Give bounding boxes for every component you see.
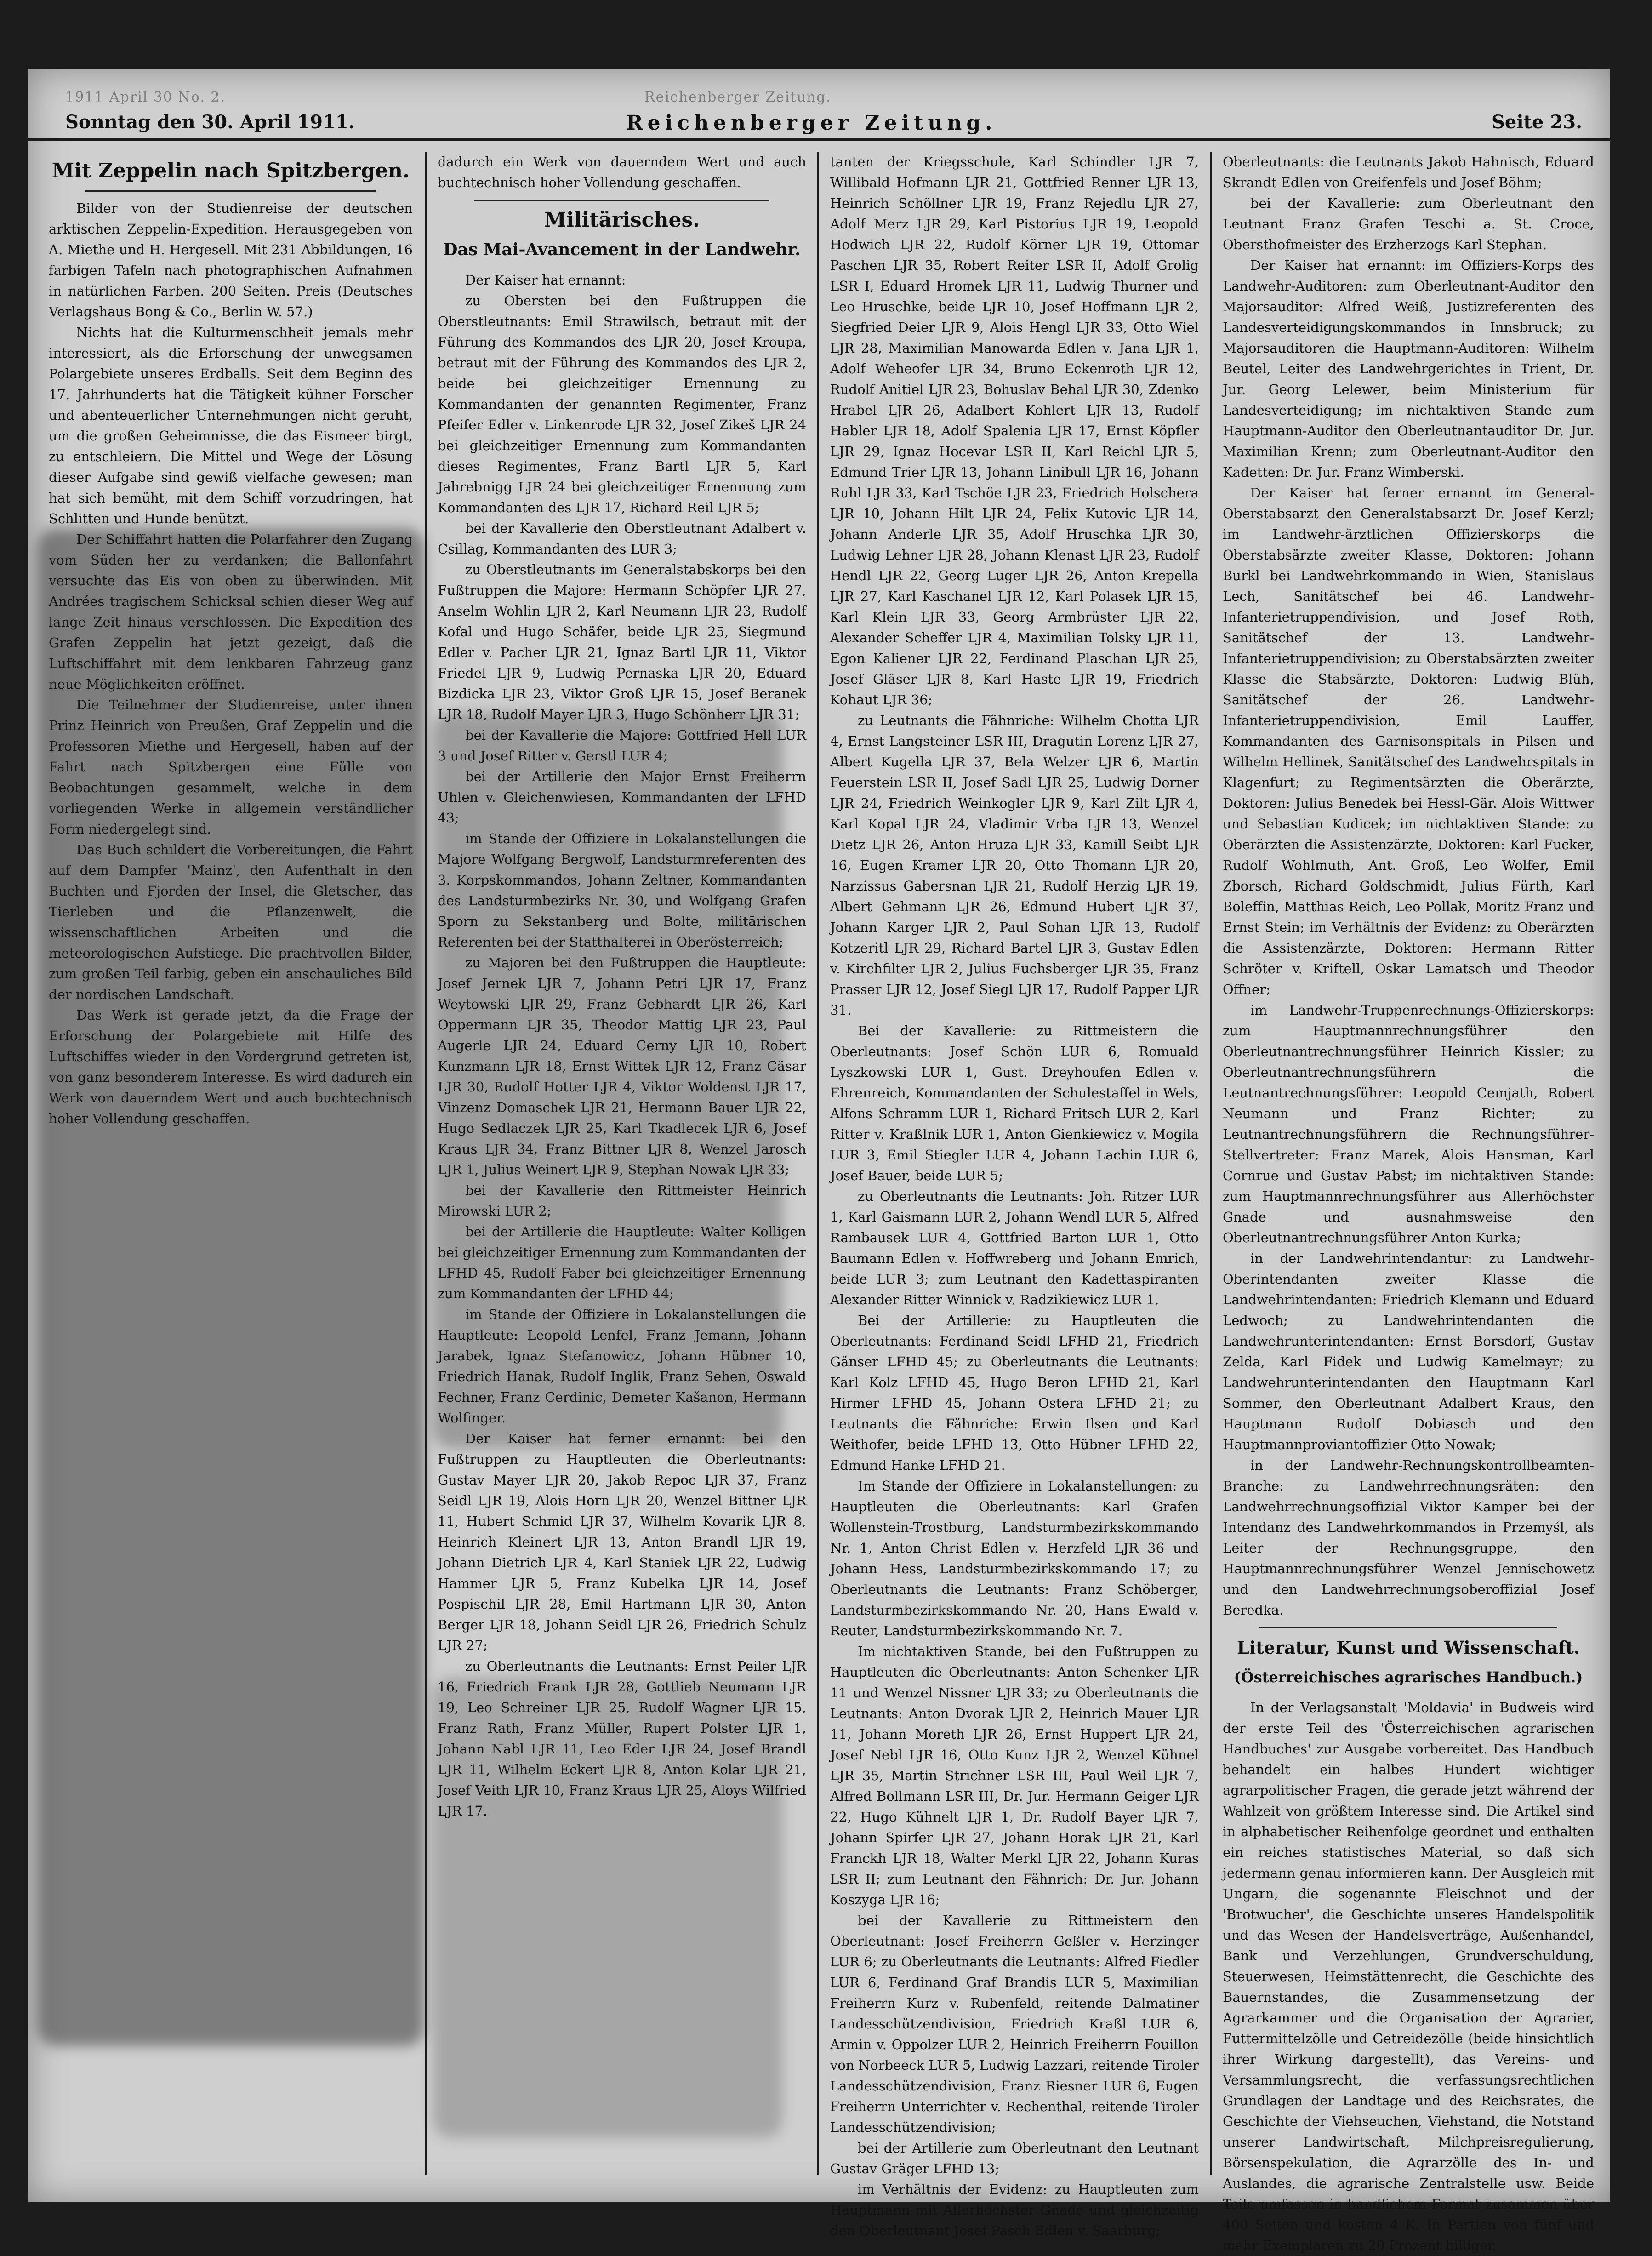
paragraph: tanten der Kriegsschule, Karl Schindler LJR 7, Willibald Hofmann LJR 21, Gottfried Renner LJR 13, Heinrich Schöllner LJR 19, Franz Rejedlu LJR 27, Adolf Merz LJR 29, Karl Pistorius LJR 19, Leopold Hodwich LJR 22, Rudolf Körner LJR 19, Ottomar Paschen LJR 35, Robert Reiter LSR II, Adolf Grolig LSR I, Eduard Hromek LJR 11, Ludwig Thurner und Leo Hruschke, beide LJR 10, Josef Hoffmann LJR 2, Siegfried Deier LJR 9, Alois Hengl LJR 33, Otto Wiel LJR 28, Maximilian Manowarda Edlen v. Jana LJR 1, Adolf Weheofer LJR 34, Bruno Eckenroth LJR 12, Rudolf Anitiel LJR 23, Bohuslav Behal LJR 30, Zdenko Hrabel LJR 26, Adalbert Kohlert LJR 13, Rudolf Habler LJR 18, Adolf Spalenia LJR 17, Ernst Köpfler LJR 29, Ignaz Hocevar LSR II, Karl Reichl LJR 5, Edmund Trier LJR 13, Johann Linibull LJR 16, Johann Ruhl LJR 33, Karl Tschöe LJR 23, Friedrich Holschera LJR 10, Johann Hilt LJR 24, Felix Kutovic LJR 14, Johann Anderle LJR 35, Adolf Hruschka LJR 30, Ludwig Lehner LJR 28, Johann Klenast LJR 23, Rudolf Hendl LJR 22, Georg Luger LJR 26, Anton Krepella LJR 27, Karl Kaschanel LJR 12, Karl Polasek LJR 15, Karl Klein LJR 33, Georg Armbrüster LJR 22, Alexander Scheffer LJR 4, Maximilian Tolsky LJR 11, Egon Kaliener LJR 22, Ferdinand Plaschan LJR 25, Josef Gläser LJR 8, Karl Haste LJR 19, Friedrich Kohaut LJR 36;	[830, 154, 1199, 708]
paragraph: zu Majoren bei den Fußtruppen die Hauptleute: Josef Jernek LJR 7, Johann Petri LJR 17, Franz Weytowski LJR 29, Franz Gebhardt LJR 26, Karl Oppermann LJR 35, Theodor Mattig LJR 23, Paul Augerle LJR 24, Eduard Cerny LJR 10, Robert Kunzmann LJR 18, Ernst Wittek LJR 12, Franz Cäsar LJR 30, Rudolf Hotter LJR 4, Viktor Woldenst LJR 17, Vinzenz Domaschek LJR 21, Hermann Bauer LJR 22, Hugo Sedlaczek LJR 25, Karl Tkadlecek LJR 6, Josef Kraus LJR 34, Franz Bittner LJR 8, Wenzel Jarosch LJR 1, Julius Weinert LJR 9, Stephan Nowak LJR 33;	[438, 955, 806, 1177]
paragraph: zu Oberleutnants die Leutnants: Ernst Peiler LJR 16, Friedrich Frank LJR 28, Gottlieb Neumann LJR 19, Leo Schreiner LJR 25, Rudolf Wagner LJR 15, Franz Rath, Franz Müller, Rupert Polster LJR 1, Johann Nabl LJR 11, Leo Eder LJR 24, Josef Brandl LJR 11, Wilhelm Eckert LJR 8, Anton Kolar LJR 21, Josef Veith LJR 10, Franz Kraus LJR 25, Aloys Wilfried LJR 17.	[438, 1658, 806, 1819]
paragraph: bei der Kavallerie: zum Oberleutnant den Leutnant Franz Grafen Teschi a. St. Croce, Obersthofmeister des Erzherzogs Karl Stephan.	[1223, 195, 1594, 252]
bleed-through-title: Reichenberger Zeitung.	[644, 89, 832, 105]
paragraph: Der Kaiser hat ernannt:	[465, 272, 626, 288]
paragraph: im Stande der Offiziere in Lokalanstellungen die Majore Wolfgang Bergwolf, Landsturmreferenten des 3. Korpskommandos, Johann Zeltner, Kommandanten des Landsturmbezirks Nr. 30, und Wolfgang Grafen Sporn zu Sekstanberg und Bolte, militärischen Referenten bei der Statthalterei in Oberösterreich;	[438, 831, 806, 950]
paragraph: zu Oberstleutnants im Generalstabskorps bei den Fußtruppen die Majore: Hermann Schöpfer LJR 27, Anselm Wohlin LJR 2, Karl Neumann LJR 23, Rudolf Kofal und Hugo Schäfer, beide LJR 25, Siegmund Edler v. Pacher LJR 21, Ignaz Bartl LJR 11, Viktor Friedel LJR 9, Ludwig Pernaska LJR 20, Eduard Bizdicka LJR 23, Viktor Groß LJR 15, Josef Beranek LJR 18, Rudolf Mayer LJR 3, Hugo Schönherr LJR 31;	[438, 562, 806, 722]
paragraph: im Stande der Offiziere in Lokalanstellungen die Hauptleute: Leopold Lenfel, Franz Jemann, Johann Jarabek, Ignaz Stefanowicz, Johann Hübner 10, Friedrich Hanak, Rudolf Inglik, Franz Sehen, Oswald Fechner, Franz Cerdinic, Demeter Kašanon, Hermann Wolfinger.	[438, 1307, 806, 1426]
paragraph: Bei der Artillerie: zu Hauptleuten die Oberleutnants: Ferdinand Seidl LFHD 21, Friedrich Gänser LFHD 45; zu Oberleutnants die Leutnants: Karl Kolz LFHD 45, Hugo Beron LFHD 21, Karl Hirmer LFHD 45, Johann Ostera LFHD 21; zu Leutnants die Fähnriche: Erwin Ilsen und Karl Weithofer, beide LFHD 13, Otto Hübner LFHD 22, Edmund Hanke LFHD 21.	[830, 1313, 1199, 1473]
paragraph: bei der Kavallerie zu Rittmeistern den Oberleutnant: Josef Freiherrn Geßler v. Herzinger LUR 6; zu Oberleutnants die Leutnants: Alfred Fiedler LUR 6, Ferdinand Graf Brandis LUR 5, Maximilian Freiherrn Kurz v. Rubenfeld, reitende Dalmatiner Landesschützendivision, Friedrich Kraßl LUR 6, Armin v. Oppolzer LUR 2, Heinrich Freiherrn Fouillon von Norbeeck LUR 5, Ludwig Lazzari, reitende Tiroler Landesschützendivision, Franz Riesner LUR 6, Eugen Freiherrn Unterrichter v. Rechenthal, reitende Tiroler Landesschützendivision;	[830, 1913, 1199, 2135]
paragraph: Nichts hat die Kulturmenschheit jemals mehr interessiert, als die Erforschung der unwegsamen Polargebiete unseres Erdballs. Seit dem Beginn des 17. Jahrhunderts hat die Tätigkeit kühner Forscher und abenteuerlicher Unternehmungen nicht geruht, um die großen Geheimnisse, die das Eismeer birgt, zu entschleiern. Die Mittel und Wege der Lösung dieser Aufgabe sind gewiß vielfache gewesen; man hat sich bemüht, mit dem Schiff vorzudringen, hat Schlitten und Hunde benützt.	[49, 325, 413, 526]
paragraph: im Verhältnis der Evidenz: zu Hauptleuten zum Hauptmann mit Allerhöchster Gnade und gleichzeitig den Oberleutnant Josef Pasch Edlen v. Saarburg;	[830, 2182, 1199, 2239]
paragraph: Oberleutnants: die Leutnants Jakob Hahnisch, Eduard Skrandt Edlen von Greifenfels und Josef Böhm;	[1223, 154, 1594, 190]
paragraph: Das Werk ist gerade jetzt, da die Frage der Erforschung der Polargebiete mit Hilfe des Luftschiffes wieder in den Vordergrund getreten ist, von ganz besonderem Interesse. Es wird dadurch ein Werk von dauerndem Wert und auch buchtechnisch hoher Vollendung geschaffen.	[49, 1007, 413, 1126]
newspaper-title: Reichenberger Zeitung.	[626, 111, 997, 135]
paragraph: Im Stande der Offiziere in Lokalanstellungen: zu Hauptleuten die Oberleutnants: Karl Grafen Wollenstein-Trostburg, Landsturmbezirkskommando Nr. 1, Anton Christ Edlen v. Herzfeld LJR 36 und Johann Hess, Landsturmbezirkskommando 17; zu Oberleutnants die Leutnants: Franz Schöberger, Landsturmbezirkskommando Nr. 20, Hans Ewald v. Reuter, Landsturmbezirkskommando Nr. 7.	[830, 1478, 1199, 1639]
paragraph: Im nichtaktiven Stande, bei den Fußtruppen zu Hauptleuten die Oberleutnants: Anton Schenker LJR 11 und Wenzel Nissner LJR 33; zu Oberleutnants die Leutnants: Anton Dvorak LJR 2, Heinrich Mauer LJR 11, Johann Moreth LJR 26, Ernst Huppert LJR 24, Josef Nebl LJR 16, Otto Kunz LJR 2, Wenzel Kühnel LJR 35, Martin Strichner LSR III, Paul Weil LJR 7, Alfred Bollmann LSR III, Dr. Jur. Hermann Geiger LJR 22, Hugo Kühnelt LJR 1, Dr. Rudolf Bayer LJR 7, Johann Spirfer LJR 27, Johann Horak LJR 21, Karl Franckh LJR 18, Walter Merkl LJR 22, Johann Kuras LSR II; zum Leutnant den Fähnrich: Dr. Jur. Johann Koszyga LJR 16;	[830, 1644, 1199, 1908]
article-headline-zeppelin: Mit Zeppelin nach Spitzbergen.	[51, 159, 410, 183]
paragraph: in der Landwehrintendantur: zu Landwehr-Oberintendanten zweiter Klasse die Landwehrintendanten: Friedrich Klemann und Eduard Ledwoch; zu Landwehrintendanten die Landwehrunterintendanten: Ernst Borsdorf, Gustav Zelda, Karl Fidek und Ludwig Kamelmayr; zu Landwehrunterintendanten den Hauptmann Karl Sommer, den Oberleutnant Adalbert Kraus, den Hauptmann Rudolf Dobiasch und den Hauptmannproviantoffizier Otto Nowak;	[1223, 1251, 1594, 1452]
paragraph: bei der Kavallerie die Majore: Gottfried Hell LUR 3 und Josef Ritter v. Gerstl LUR 4;	[438, 727, 806, 764]
column-rule	[817, 152, 819, 2175]
paragraph: im Landwehr-Truppenrechnungs-Offizierskorps: zum Hauptmannrechnungsführer den Oberleutnantrechnungsführer Heinrich Kissler; zu Oberleutnantrechnungsführern die Leutnantrechnungsführer: Leopold Cemjath, Robert Neumann und Franz Richter; zu Leutnantrechnungsführern die Rechnungsführer-Stellvertreter: Franz Marek, Alois Hansman, Karl Cornrue und Gustav Pabst; im nichtaktiven Stande: zum Hauptmannrechnungsführer aus Allerhöchster Gnade und ausnahmsweise den Oberleutnantrechnungsführer Anton Kurka;	[1223, 1002, 1594, 1245]
divider	[474, 200, 769, 201]
paragraph: bei der Artillerie die Hauptleute: Walter Kolligen bei gleichzeitiger Ernennung zum Kommandanten der LFHD 45, Rudolf Faber bei gleichzeitiger Ernennung zum Kommandanten der LFHD 44;	[438, 1224, 806, 1302]
column-1	[42, 152, 419, 2184]
paragraph: bei der Kavallerie den Oberstleutnant Adalbert v. Csillag, Kommandanten des LUR 3;	[438, 520, 806, 557]
paragraph: bei der Kavallerie den Rittmeister Heinrich Mirowski LUR 2;	[438, 1182, 806, 1219]
paragraph: zu Obersten bei den Fußtruppen die Oberstleutnants: Emil Strawilsch, betraut mit der Führung des Kommandos des LJR 20, Josef Kroupa, betraut mit der Führung des Kommandos des LJR 2, beide bei gleichzeitiger Ernennung zu Kommandanten der genannten Regimenter, Franz Pfeifer Edler v. Linkenrode LJR 32, Josef Zikeš LJR 24 bei gleichzeitiger Ernennung zum Kommandanten dieses Regimentes, Franz Bartl LJR 5, Karl Jahrebnigg LJR 24 bei gleichzeitiger Ernennung zum Kommandanten des LJR 17, Richard Reil LJR 5;	[438, 293, 806, 515]
newspaper-page	[28, 69, 1610, 2253]
divider	[1259, 1627, 1557, 1628]
section-headline-military: Militärisches.	[544, 208, 700, 232]
masthead	[28, 69, 1610, 141]
section-headline-literature: Literatur, Kunst und Wissenschaft.	[1236, 1637, 1580, 1658]
paragraph: Das Buch schildert die Vorbereitungen, die Fahrt auf dem Dampfer 'Mainz', den Aufenthalt in den Buchten und Fjorden der Insel, die Gletscher, das Tierleben und die Pflanzenwelt, die wissenschaftlichen Arbeiten und die meteorologischen Aufstiege. Die prachtvollen Bilder, zum großen Teil farbig, geben ein anschauliches Bild der nordischen Landschaft.	[49, 842, 413, 1002]
article-headline-avancement: Das Mai-Avancement in der Landwehr.	[443, 240, 801, 259]
column-2	[431, 152, 813, 2184]
paragraph: bei der Artillerie zum Oberleutnant den Leutnant Gustav Gräger LFHD 13;	[830, 2140, 1199, 2176]
bleed-through-left: 1911 April 30 No. 2.	[65, 89, 226, 105]
paragraph: Die Teilnehmer der Studienreise, unter ihnen Prinz Heinrich von Preußen, Graf Zeppelin und die Professoren Miethe und Hergesell, haben auf der Fahrt nach Spitzbergen eine Fülle von Beobachtungen gesammelt, welche in dem vorliegenden Werke in allgemein verständlicher Form niedergelegt sind.	[49, 697, 413, 837]
column-3	[824, 152, 1205, 2239]
column-rule	[1210, 152, 1212, 2175]
paragraph: Der Schiffahrt hatten die Polarfahrer den Zugang vom Süden her zu verdanken; die Ballonfahrt versuchte das Eis von oben zu überwinden. Mit Andrées tragischem Schicksal schien dieser Weg auf lange Zeit hinaus verschlossen. Die Expedition des Grafen Zeppelin hat jetzt gezeigt, daß die Luftschiffahrt mit dem lenkbaren Fahrzeug ganz neue Möglichkeiten eröffnet.	[49, 531, 413, 692]
paragraph: dadurch ein Werk von dauerndem Wert und auch buchtechnisch hoher Vollendung geschaffen.	[438, 154, 806, 190]
page-number: Seite 23.	[1492, 111, 1582, 133]
column-4	[1216, 152, 1601, 2253]
paragraph: Bilder von der Studienreise der deutschen arktischen Zeppelin-Expedition. Herausgegeben von A. Miethe und H. Hergesell. Mit 231 Abbildungen, 16 farbigen Tafeln nach photographischen Aufnahmen in natürlichen Farben. 200 Seiten. Preis (Deutsches Verlagshaus Bong & Co., Berlin W. 57.)	[49, 200, 413, 320]
paragraph: in der Landwehr-Rechnungskontrollbeamten-Branche: zu Landwehrrechnungsräten: den Landwehrrechnungsoffizial Viktor Kamper bei der Intendanz des Landwehrkommandos in Przemyśl, als Leiter der Rechnungsgruppe, den Hauptmannrechnungsführer Wenzel Jennischowetz und den Landwehrrechnungsoberoffizial Josef Beredka.	[1223, 1457, 1594, 1618]
paragraph: zu Leutnants die Fähnriche: Wilhelm Chotta LJR 4, Ernst Langsteiner LSR III, Dragutin Lorenz LJR 27, Albert Kugella LJR 37, Bela Welzer LJR 6, Martin Feuerstein LSR II, Josef Sadl LJR 25, Ludwig Dorner LJR 24, Friedrich Weinkogler LJR 9, Karl Zilt LJR 4, Karl Kopal LJR 24, Vladimir Vrba LJR 13, Wenzel Dietz LJR 26, Anton Hruza LJR 33, Kamill Seibt LJR 16, Eugen Kramer LJR 20, Otto Thomann LJR 20, Narzissus Gabersnan LJR 21, Rudolf Herzig LJR 19, Albert Gehmann LJR 26, Edmund Hubert LJR 37, Johann Karger LJR 2, Paul Sohan LJR 13, Rudolf Kotzeritl LJR 29, Richard Bartel LJR 3, Gustav Edlen v. Kirchfilter LJR 2, Julius Fuchsberger LJR 35, Franz Prasser LJR 12, Josef Siegl LJR 17, Rudolf Papper LJR 31.	[830, 713, 1199, 1018]
article-title-handbook: (Österreichisches agrarisches Handbuch.)	[1234, 1668, 1583, 1686]
paragraph: zu Oberleutnants die Leutnants: Joh. Ritzer LUR 1, Karl Gaismann LUR 2, Johann Wendl LUR 5, Alfred Rambausek LUR 4, Gottfried Barton LUR 1, Otto Baumann Edlen v. Hoffwreberg und Johann Emrich, beide LUR 3; zum Leutnant den Kadettaspiranten Alexander Ritter Winnick v. Radzikiewicz LUR 1.	[830, 1188, 1199, 1308]
paragraph: Der Kaiser hat ernannt: im Offiziers-Korps des Landwehr-Auditoren: zum Oberleutnant-Auditor den Majorsauditor: Alfred Weiß, Justizreferenten des Landesverteidigungskommandos in Innsbruck; zu Majorsauditoren die Hauptmann-Auditoren: Wilhelm Beutel, Leiter des Landwehrgerichtes in Trient, Dr. Jur. Georg Lelewer, beim Ministerium für Landesverteidigung; im nichtaktiven Stande zum Hauptmann-Auditor den Oberleutnantauditor Dr. Jur. Maximilian Krenn; zum Oberleutnant-Auditor den Kadetten: Dr. Jur. Franz Wimberski.	[1223, 257, 1594, 480]
paragraph: Der Kaiser hat ferner ernannt im General-Oberstabsarzt den Generalstabsarzt Dr. Josef Kerzl; im Landwehr-ärztlichen Offizierskorps die Oberstabsärzte zweiter Klasse, Doktoren: Johann Burkl bei Landwehrkommando in Wien, Stanislaus Lech, Sanitätschef bei 46. Landwehr-Infanterietruppendivision, und Josef Roth, Sanitätschef der 13. Landwehr-Infanterietruppendivision; zu Oberstabsärzten zweiter Klasse die Stabsärzte, Doktoren: Ludwig Blüh, Sanitätschef der 26. Landwehr-Infanterietruppendivision, Emil Lauffer, Kommandanten des Garnisonspitals in Pilsen und Wilhelm Hellinek, Sanitätschef des Landwehrspitals in Klagenfurt; zu Regimentsärzten die Oberärzte, Doktoren: Julius Benedek bei Hessl-Gär. Alois Wittwer und Sebastian Kudicek; im nichtaktiven Stande: zu Oberärzten die Assistenzärzte, Doktoren: Karl Fucker, Rudolf Wohlmuth, Ant. Groß, Leo Wolfer, Emil Zborsch, Richard Goldschmidt, Julius Fürth, Karl Boleffin, Matthias Reich, Leo Pollak, Moritz Franz und Ernst Stein; im Verhältnis der Evidenz: zu Oberärzten die Assistenzärzte, Doktoren: Hermann Ritter Schröter v. Kriftell, Oskar Lamatsch und Theodor Offner;	[1223, 485, 1594, 997]
issue-date: Sonntag den 30. April 1911.	[65, 111, 355, 133]
divider	[85, 190, 376, 192]
paragraph: In der Verlagsanstalt 'Moldavia' in Budweis wird der erste Teil des 'Österreichischen agrarischen Handbuches' zur Ausgabe vorbereitet. Das Handbuch behandelt ein halbes Hundert wichtiger agrarpolitischer Fragen, die gerade jetzt während der Wahlzeit von größtem Interesse sind. Die Artikel sind in alphabetischer Reihenfolge geordnet und enthalten ein reiches statistisches Material, so daß sich jedermann genau informieren kann. Der Ausgleich mit Ungarn, die sogenannte Fleischnot und der 'Brotwucher', die Geschichte unseres Handelspolitik und das Wesen der Handelsverträge, Außenhandel, Bank und Verzehlungen, Grundverschuldung, Steuerwesen, Heimstättenrecht, die Geschichte des Bauernstandes, die Zusammensetzung der Agrarkammer und die Organisation der Agrarier, Futtermittelzölle und Getreidezölle (beide hinsichtlich ihrer Wirkung dargestellt), das Vereins- und Versammlungsrecht, die verfassungsrechtlichen Grundlagen der Landtage und des Reichsrates, die Geschichte der Viehseuchen, Viehstand, die Notstand unserer Landwirtschaft, Milchpreisregulierung, Börsenspekulation, die Agrarzölle des In- und Auslandes, die agrarische Zentralstelle usw. Beide Teile umfassen in handlichem Format zusammen über 400 Seiten und kosten 4 K. In Partien von fünf und mehr Exemplaren zu 20 Prozent billiger.	[1223, 1700, 1594, 2253]
paragraph: bei der Artillerie den Major Ernst Freiherrn Uhlen v. Gleichenwiesen, Kommandanten der LFHD 43;	[438, 769, 806, 826]
column-rule	[425, 152, 427, 2175]
paragraph: Der Kaiser hat ferner ernannt: bei den Fußtruppen zu Hauptleuten die Oberleutnants: Gustav Mayer LJR 20, Jakob Repoc LJR 37, Franz Seidl LJR 19, Alois Horn LJR 20, Wenzel Bittner LJR 11, Hubert Schmid LJR 37, Wilhelm Kovarik LJR 8, Heinrich Kleinert LJR 13, Anton Brandl LJR 19, Johann Dietrich LJR 4, Karl Staniek LJR 22, Ludwig Hammer LJR 5, Franz Kubelka LJR 14, Josef Pospischil LJR 28, Emil Hartmann LJR 30, Anton Berger LJR 18, Johann Seidl LJR 26, Friedrich Schulz LJR 27;	[438, 1431, 806, 1653]
paragraph: Bei der Kavallerie: zu Rittmeistern die Oberleutnants: Josef Schön LUR 6, Romuald Lyszkowski LUR 1, Gust. Dreyhoufen Edlen v. Ehrenreich, Kommandanten der Schulestaffel in Wels, Alfons Schramm LUR 1, Richard Fritsch LUR 2, Karl Ritter v. Kraßlnik LUR 1, Anton Gienkiewicz v. Mogila LUR 3, Emil Stiegler LUR 4, Johann Lachin LUR 6, Josef Bauer, beide LUR 5;	[830, 1023, 1199, 1183]
